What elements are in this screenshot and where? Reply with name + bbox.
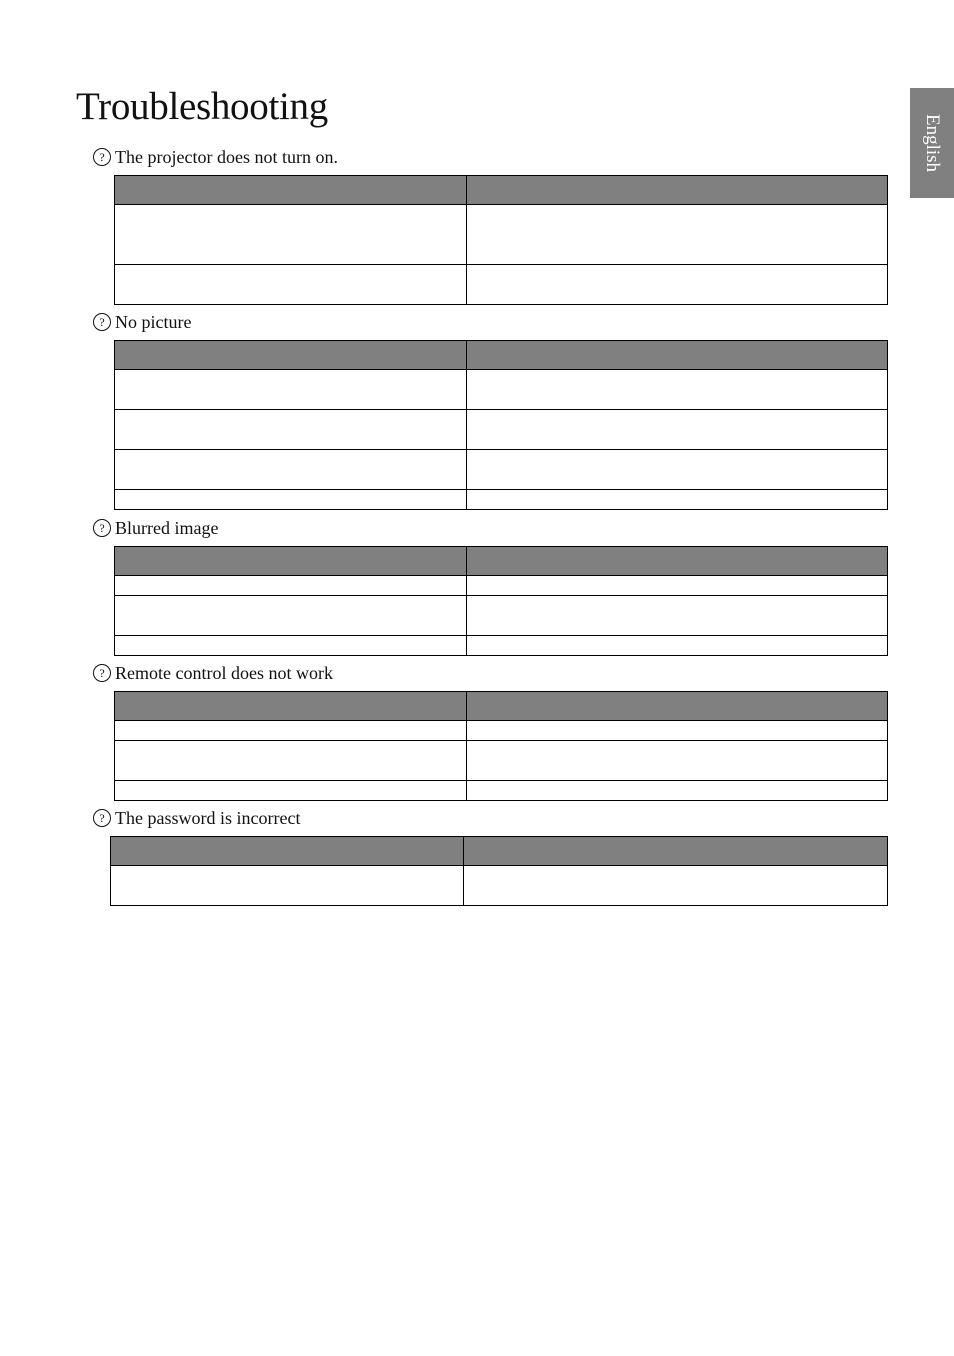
table-header-cell [111,837,464,866]
table-row [115,596,888,636]
troubleshooting-table-no-picture [114,340,888,510]
table-cell [467,781,888,801]
table-cell [115,205,467,265]
table-cell [467,576,888,596]
table-row [115,370,888,410]
question-circle-icon: ? [93,809,111,827]
table-cell [115,410,467,450]
table-row [115,450,888,490]
table-header-cell [464,837,888,866]
section-heading-label: The password is incorrect [115,808,301,828]
table-header-row [115,692,888,721]
table-header-cell [115,692,467,721]
table-row [115,410,888,450]
table-cell [115,370,467,410]
table-header-cell [467,692,888,721]
troubleshooting-table-password [110,836,888,906]
table-cell [467,450,888,490]
section-heading-remote-control [93,662,333,684]
table-header-cell [467,341,888,370]
troubleshooting-table-blurred-image [114,546,888,656]
question-circle-icon: ? [93,148,111,166]
section-heading-label: The projector does not turn on. [115,147,338,167]
table-cell [464,866,888,906]
section-heading-label: Blurred image [115,518,219,538]
section-heading-password [93,807,300,829]
table-cell [115,596,467,636]
table-cell [467,265,888,305]
table-row [111,866,888,906]
table-row [115,490,888,510]
troubleshooting-table-remote-control [114,691,888,801]
section-heading-label: Remote control does not work [115,663,333,683]
table-cell [467,205,888,265]
table-cell [115,741,467,781]
section-heading-label: No picture [115,312,192,332]
table-header-row [111,837,888,866]
table-header-cell [115,547,467,576]
table-row [115,265,888,305]
table-cell [115,450,467,490]
table-cell [467,721,888,741]
table-header-row [115,547,888,576]
table-cell [115,490,467,510]
page-title: Troubleshooting [76,85,328,128]
troubleshooting-table-power [114,175,888,305]
table-row [115,636,888,656]
table-header-row [115,341,888,370]
table-row [115,741,888,781]
question-circle-icon: ? [93,519,111,537]
table-header-cell [467,547,888,576]
language-tab-label: English [922,113,943,173]
table-cell [115,576,467,596]
table-cell [115,781,467,801]
question-circle-icon: ? [93,664,111,682]
table-cell [115,265,467,305]
table-row [115,721,888,741]
section-heading-no-picture [93,311,191,333]
section-heading-power [93,146,338,168]
table-cell [467,370,888,410]
table-cell [467,741,888,781]
language-tab [910,88,954,198]
table-cell [467,490,888,510]
table-header-cell [115,341,467,370]
section-heading-blurred-image [93,517,218,539]
table-row [115,205,888,265]
table-header-cell [115,176,467,205]
table-cell [115,636,467,656]
table-cell [111,866,464,906]
table-row [115,576,888,596]
table-cell [467,636,888,656]
table-cell [115,721,467,741]
question-circle-icon: ? [93,313,111,331]
table-cell [467,410,888,450]
table-row [115,781,888,801]
table-header-cell [467,176,888,205]
table-header-row [115,176,888,205]
table-cell [467,596,888,636]
